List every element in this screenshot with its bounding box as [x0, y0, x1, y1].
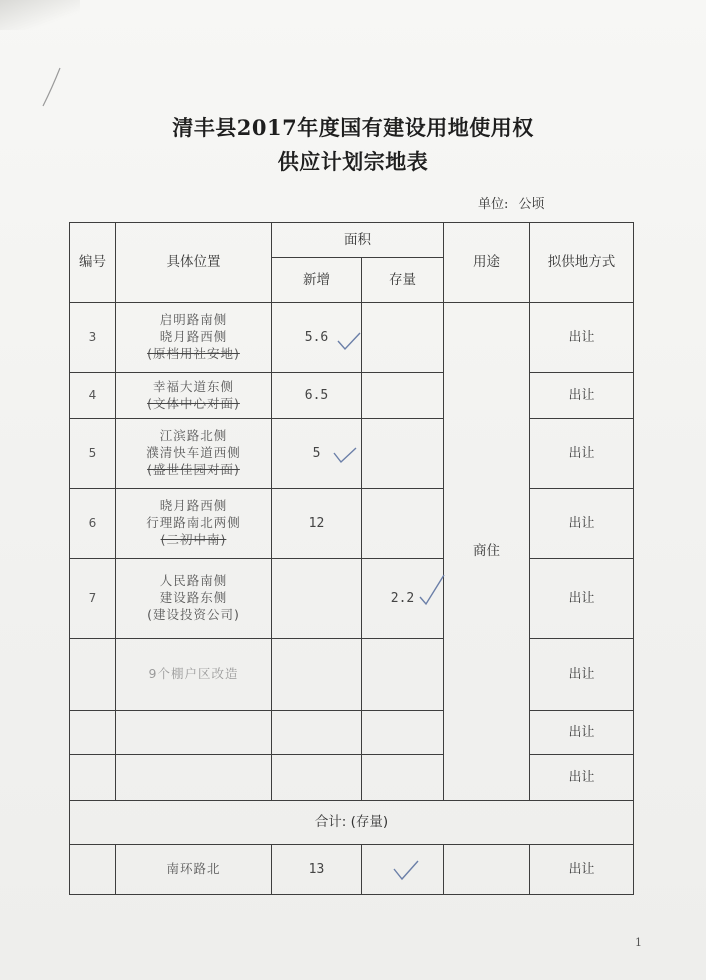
row-stock-area [362, 419, 444, 489]
subtotal-row [70, 801, 634, 845]
row-new-area [272, 559, 362, 639]
new-area-value: 5.6 [304, 329, 329, 345]
row-no: 5 [70, 419, 116, 489]
row-method: 出让 [530, 559, 634, 639]
row-no [70, 711, 116, 755]
row-no: 4 [70, 373, 116, 419]
check-mark-icon [392, 859, 420, 883]
row-location [116, 559, 272, 639]
table-row [70, 303, 634, 373]
table-row [70, 845, 634, 895]
row-method: 出让 [530, 755, 634, 801]
subtotal-label: 合计: (存量) [70, 801, 634, 845]
row-location: 9个棚户区改造 [116, 639, 272, 711]
row-stock-area [362, 711, 444, 755]
check-mark-icon [332, 445, 358, 467]
header-area: 面积 [272, 223, 444, 258]
usage-merged: 商住 [444, 303, 530, 801]
location-line-struck: (文体中心对面) [147, 395, 240, 411]
row-location [116, 373, 272, 419]
location-line: 幸福大道东侧 [152, 378, 234, 394]
header-supply-method: 拟供地方式 [530, 223, 634, 303]
row-usage [444, 845, 530, 895]
row-new-area: 12 [272, 489, 362, 559]
table-row [70, 639, 634, 711]
unit-value: 公顷 [518, 197, 545, 212]
row-location [116, 489, 272, 559]
row-stock-area [362, 639, 444, 711]
land-supply-table [69, 222, 634, 895]
header-area-new: 新增 [272, 258, 362, 303]
table-row [70, 419, 634, 489]
row-location [116, 303, 272, 373]
row-no: 7 [70, 559, 116, 639]
row-method: 出让 [530, 489, 634, 559]
pencil-mark-icon [40, 66, 64, 110]
location-line: 濮清快车道西侧 [146, 445, 241, 461]
row-location [116, 419, 272, 489]
new-area-value: 5 [312, 445, 321, 461]
check-mark-icon [336, 331, 362, 353]
row-method: 出让 [530, 303, 634, 373]
row-stock-area [362, 373, 444, 419]
location-line: 晓月路西侧 [159, 498, 228, 514]
row-location [116, 711, 272, 755]
row-new-area: 13 [272, 845, 362, 895]
location-line: 启明路南侧 [159, 312, 228, 328]
row-no [70, 845, 116, 895]
row-method: 出让 [530, 373, 634, 419]
row-stock-area [362, 845, 444, 895]
row-new-area [272, 711, 362, 755]
table-row [70, 755, 634, 801]
location-line: 江滨路北侧 [159, 428, 228, 444]
row-method: 出让 [530, 639, 634, 711]
location-line: 晓月路西侧 [159, 329, 228, 345]
unit-label: 单位: [478, 197, 509, 212]
location-line-struck: (原档用社安地) [147, 345, 240, 361]
location-line: (建设投资公司) [147, 606, 240, 622]
row-location: 南环路北 [116, 845, 272, 895]
table-row [70, 489, 634, 559]
row-no [70, 639, 116, 711]
row-stock-area [362, 559, 444, 639]
header-usage: 用途 [444, 223, 530, 303]
row-no: 6 [70, 489, 116, 559]
row-location [116, 755, 272, 801]
table-row [70, 373, 634, 419]
row-new-area [272, 303, 362, 373]
header-row-1 [70, 223, 634, 258]
stock-area-value: 2.2 [390, 590, 415, 606]
row-method: 出让 [530, 845, 634, 895]
title-line-2: 供应计划宗地表 [277, 149, 429, 174]
row-new-area [272, 755, 362, 801]
title-line-1: 清丰县2017年度国有建设用地使用权 [172, 115, 534, 140]
header-area-stock: 存量 [362, 258, 444, 303]
header-location: 具体位置 [116, 223, 272, 303]
unit-note [478, 193, 545, 212]
row-new-area [272, 639, 362, 711]
page-number: 1 [635, 936, 642, 949]
location-line-struck: (二初中南) [160, 531, 227, 547]
header-no: 编号 [70, 223, 116, 303]
location-line: 人民路南侧 [159, 573, 228, 589]
row-method: 出让 [530, 711, 634, 755]
table-row [70, 559, 634, 639]
row-no [70, 755, 116, 801]
row-stock-area [362, 755, 444, 801]
location-line: 行理路南北两侧 [146, 515, 241, 531]
row-new-area: 6.5 [272, 373, 362, 419]
row-new-area [272, 419, 362, 489]
check-mark-icon [418, 573, 446, 607]
table-row [70, 711, 634, 755]
paper-shadow [0, 0, 80, 30]
row-method: 出让 [530, 419, 634, 489]
row-no: 3 [70, 303, 116, 373]
location-line-struck: (盛世佳园对面) [147, 461, 240, 477]
row-stock-area [362, 489, 444, 559]
location-line: 建设路东侧 [159, 590, 228, 606]
row-stock-area [362, 303, 444, 373]
